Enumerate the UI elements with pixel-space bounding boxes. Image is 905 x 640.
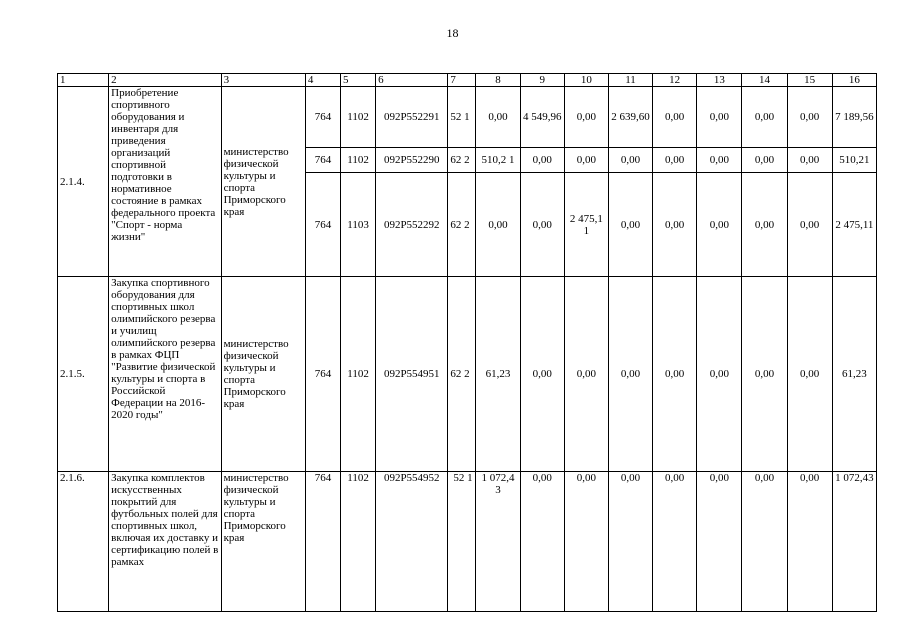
row-code: 2.1.4. <box>58 87 109 277</box>
cell-c4: 764 <box>305 277 340 472</box>
row-executor: министерство физической культуры и спорта Приморского края <box>221 277 305 472</box>
budget-table <box>57 73 877 612</box>
cell-c10: 0,00 <box>564 472 608 612</box>
cell-c7: 52 1 <box>448 87 476 148</box>
cell-c4: 764 <box>305 87 340 148</box>
cell-c8: 61,23 <box>476 277 520 472</box>
cell-c11: 0,00 <box>608 472 652 612</box>
column-header: 6 <box>376 74 448 87</box>
cell-c9: 0,00 <box>520 277 564 472</box>
cell-c8: 1 072,4 3 <box>476 472 520 612</box>
cell-c4: 764 <box>305 173 340 277</box>
cell-c15: 0,00 <box>787 87 832 148</box>
cell-c13: 0,00 <box>697 277 742 472</box>
column-header: 3 <box>221 74 305 87</box>
cell-c10: 2 475,1 1 <box>564 173 608 277</box>
cell-c12: 0,00 <box>653 148 697 173</box>
cell-c16: 2 475,11 <box>832 173 876 277</box>
cell-c5: 1103 <box>341 173 376 277</box>
cell-c6: 092P552292 <box>376 173 448 277</box>
cell-c16: 510,21 <box>832 148 876 173</box>
column-header: 9 <box>520 74 564 87</box>
cell-c8: 0,00 <box>476 87 520 148</box>
cell-c8: 510,2 1 <box>476 148 520 173</box>
column-header: 10 <box>564 74 608 87</box>
cell-c15: 0,00 <box>787 277 832 472</box>
cell-c13: 0,00 <box>697 87 742 148</box>
cell-c5: 1102 <box>341 87 376 148</box>
cell-c9: 0,00 <box>520 472 564 612</box>
column-header: 7 <box>448 74 476 87</box>
column-header: 11 <box>608 74 652 87</box>
column-number-row <box>58 74 877 87</box>
cell-c13: 0,00 <box>697 148 742 173</box>
cell-c6: 092P552291 <box>376 87 448 148</box>
table-row <box>58 472 877 612</box>
cell-c14: 0,00 <box>742 472 787 612</box>
row-code: 2.1.6. <box>58 472 109 612</box>
cell-c8: 0,00 <box>476 173 520 277</box>
row-executor: министерство физической культуры и спорта Приморского края <box>221 472 305 612</box>
cell-c12: 0,00 <box>653 277 697 472</box>
cell-c7: 62 2 <box>448 277 476 472</box>
cell-c5: 1102 <box>341 277 376 472</box>
column-header: 2 <box>109 74 221 87</box>
cell-c15: 0,00 <box>787 173 832 277</box>
cell-c14: 0,00 <box>742 87 787 148</box>
cell-c4: 764 <box>305 472 340 612</box>
cell-c12: 0,00 <box>653 472 697 612</box>
page-number: 18 <box>446 26 459 40</box>
cell-c16: 7 189,56 <box>832 87 876 148</box>
cell-c9: 4 549,96 <box>520 87 564 148</box>
cell-c11: 0,00 <box>608 148 652 173</box>
cell-c5: 1102 <box>341 148 376 173</box>
cell-c6: 092P554951 <box>376 277 448 472</box>
cell-c7: 52 1 <box>448 472 476 612</box>
row-name: Приобретение спортивного оборудования и инвентаря для приведения организаций спортивной подготовки в нормативное состояние в рамках федерального проекта "Спорт - норма жизни" <box>109 87 221 277</box>
cell-c9: 0,00 <box>520 173 564 277</box>
cell-c5: 1102 <box>341 472 376 612</box>
cell-c16: 1 072,43 <box>832 472 876 612</box>
column-header: 12 <box>653 74 697 87</box>
cell-c10: 0,00 <box>564 148 608 173</box>
cell-c15: 0,00 <box>787 148 832 173</box>
cell-c6: 092P552290 <box>376 148 448 173</box>
cell-c11: 2 639,60 <box>608 87 652 148</box>
cell-c4: 764 <box>305 148 340 173</box>
row-name: Закупка спортивного оборудования для спортивных школ олимпийского резерва и училищ олимпийского резерва в рамках ФЦП "Развитие физической культуры и спорта в Российской Федерации на 2016-2020 годы" <box>109 277 221 472</box>
column-header: 14 <box>742 74 787 87</box>
cell-c14: 0,00 <box>742 148 787 173</box>
cell-c13: 0,00 <box>697 472 742 612</box>
row-name: Закупка комплектов искусственных покрытий для футбольных полей для спортивных школ, включая их доставку и сертификацию полей в рамках <box>109 472 221 612</box>
cell-c10: 0,00 <box>564 87 608 148</box>
column-header: 13 <box>697 74 742 87</box>
cell-c15: 0,00 <box>787 472 832 612</box>
cell-c11: 0,00 <box>608 173 652 277</box>
cell-c7: 62 2 <box>448 173 476 277</box>
cell-c12: 0,00 <box>653 87 697 148</box>
cell-c14: 0,00 <box>742 173 787 277</box>
column-header: 1 <box>58 74 109 87</box>
cell-c11: 0,00 <box>608 277 652 472</box>
row-code: 2.1.5. <box>58 277 109 472</box>
column-header: 8 <box>476 74 520 87</box>
table-row <box>58 277 877 472</box>
column-header: 4 <box>305 74 340 87</box>
table-row <box>58 87 877 148</box>
cell-c6: 092P554952 <box>376 472 448 612</box>
cell-c10: 0,00 <box>564 277 608 472</box>
column-header: 5 <box>341 74 376 87</box>
cell-c14: 0,00 <box>742 277 787 472</box>
cell-c9: 0,00 <box>520 148 564 173</box>
cell-c12: 0,00 <box>653 173 697 277</box>
cell-c16: 61,23 <box>832 277 876 472</box>
column-header: 16 <box>832 74 876 87</box>
row-executor: министерство физической культуры и спорта Приморского края <box>221 87 305 277</box>
cell-c7: 62 2 <box>448 148 476 173</box>
cell-c13: 0,00 <box>697 173 742 277</box>
column-header: 15 <box>787 74 832 87</box>
